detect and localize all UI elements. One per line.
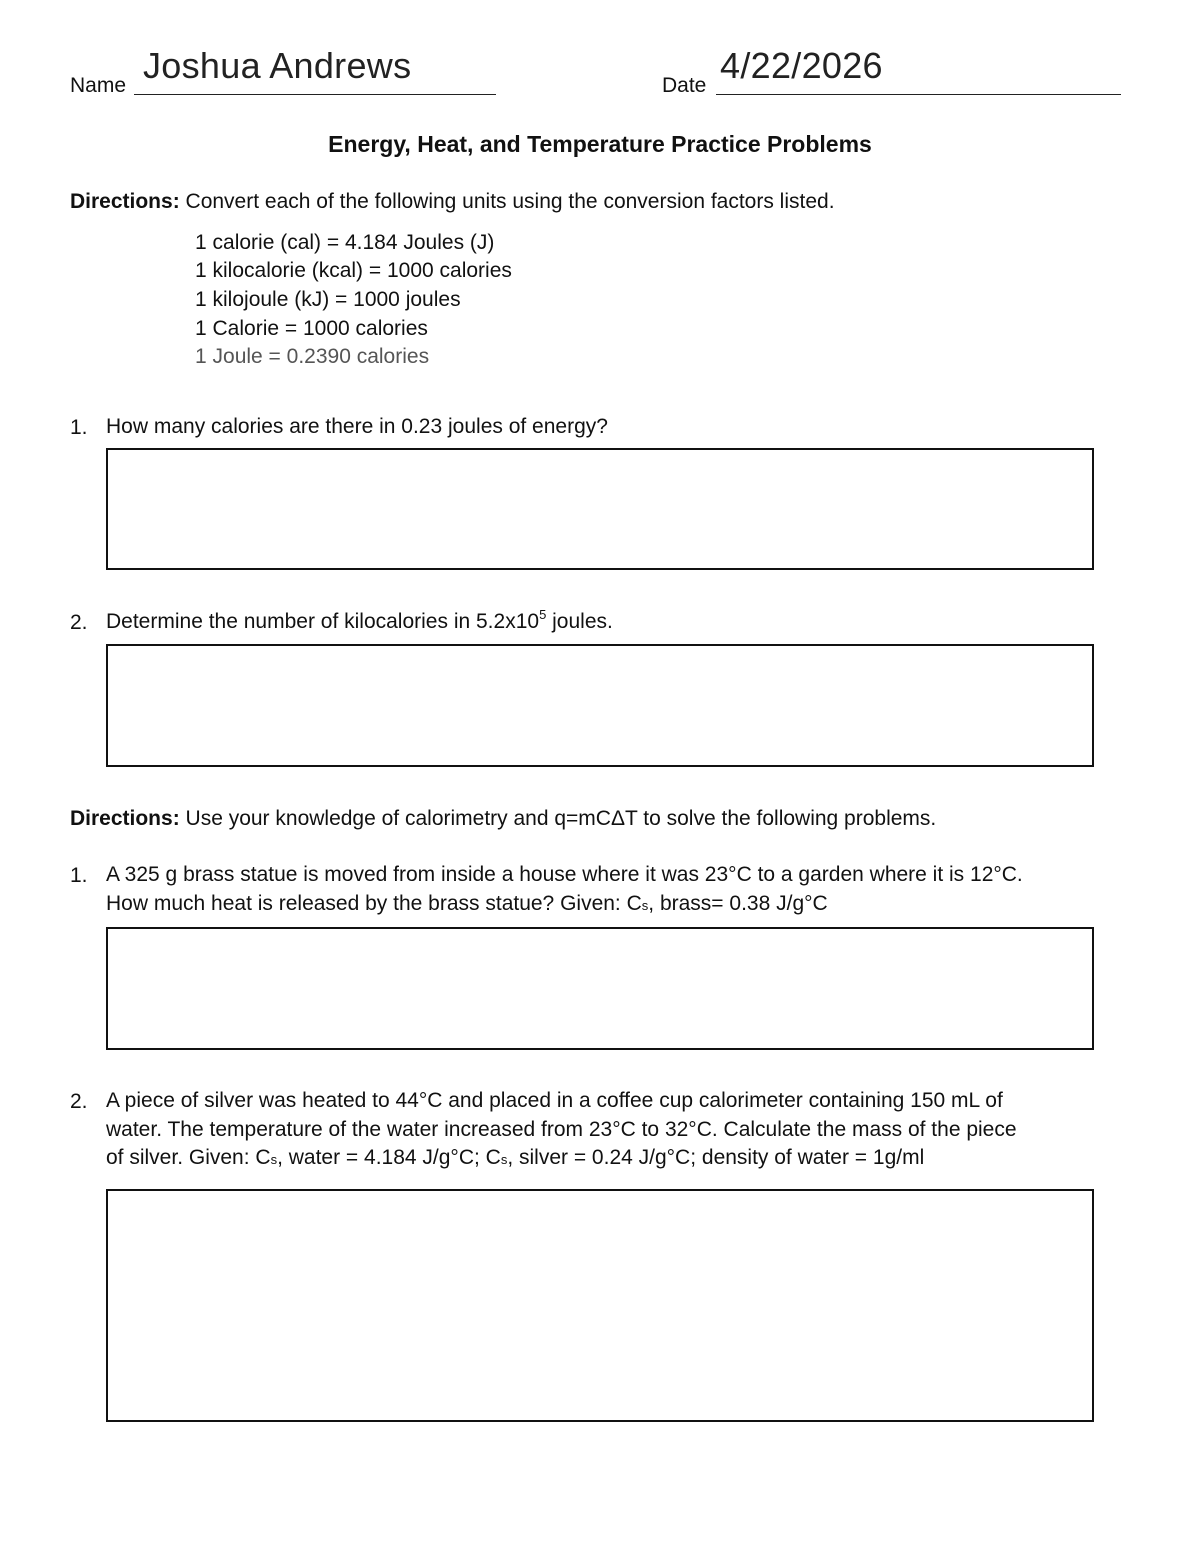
conversion-factor: 1 Calorie = 1000 calories (195, 317, 428, 340)
page-title: Energy, Heat, and Temperature Practice Problems (328, 131, 872, 157)
conversion-factor: 1 Joule = 0.2390 calories (195, 345, 430, 368)
q2-exponent: 5 (539, 607, 547, 622)
cq1-line2 (106, 890, 1146, 921)
answer-box-4[interactable] (106, 1189, 1094, 1422)
directions-2-label: Directions: (70, 807, 180, 830)
name-label: Name (70, 74, 127, 97)
date-field[interactable]: 4/22/2026 (720, 45, 883, 86)
cq2-subscript-1: s (270, 1152, 278, 1167)
answer-box-2[interactable] (106, 644, 1094, 767)
question-number: 2. (70, 611, 88, 634)
cq1-line2-a: How much heat is released by the brass statue? Given: C (106, 891, 642, 915)
q2-text-b: joules. (546, 610, 613, 633)
directions-1-label: Directions: (70, 190, 180, 213)
question-number: 1. (70, 416, 88, 439)
cq2-line3-b: , water = 4.184 J/g°C; C (277, 1146, 501, 1169)
date-label: Date (662, 74, 707, 97)
cq2-line3-c: , silver = 0.24 J/g°C; density of water = 1g/ml (507, 1146, 925, 1169)
answer-box-1[interactable] (106, 448, 1094, 570)
directions-2-text: Use your knowledge of calorimetry and q=mCΔT to solve the following problems. (179, 807, 937, 830)
cq1-line2-b: , brass= 0.38 J/g°C (648, 891, 828, 915)
cq2-line3 (106, 1144, 1146, 1175)
cq2-line3-a: of silver. Given: C (106, 1146, 271, 1169)
conversion-factor: 1 kilocalorie (kcal) = 1000 calories (195, 259, 512, 282)
cq1-line1: A 325 g brass statue is moved from inside a house where it was 23°C to a garden where it is 12°C. (106, 863, 1023, 886)
conversion-factor: 1 calorie (cal) = 4.184 Joules (J) (195, 231, 495, 254)
date-underline (716, 94, 1121, 95)
cq2-subscript-2: s (500, 1152, 508, 1167)
directions-2 (70, 807, 936, 831)
directions-1 (70, 190, 835, 214)
calorimetry-question-1 (106, 861, 1146, 920)
q2-text-a: Determine the number of kilocalories in 5.2x10 (106, 610, 540, 633)
name-field[interactable]: Joshua Andrews (143, 45, 412, 86)
question-number: 1. (70, 864, 88, 887)
question-2-text (106, 608, 1146, 637)
directions-1-text: Convert each of the following units using the conversion factors listed. (179, 190, 835, 213)
cq2-line1: A piece of silver was heated to 44°C and placed in a coffee cup calorimeter containing 150 mL of (106, 1089, 1003, 1112)
name-underline (134, 94, 496, 95)
cq2-line2: water. The temperature of the water increased from 23°C to 32°C. Calculate the mass of the piece (106, 1117, 1017, 1141)
answer-box-3[interactable] (106, 927, 1094, 1050)
calorimetry-question-2 (106, 1087, 1146, 1175)
question-number: 2. (70, 1090, 88, 1113)
cq1-subscript: s (641, 897, 649, 913)
question-1-text: How many calories are there in 0.23 joules of energy? (106, 415, 608, 438)
conversion-factor: 1 kilojoule (kJ) = 1000 joules (195, 288, 461, 311)
